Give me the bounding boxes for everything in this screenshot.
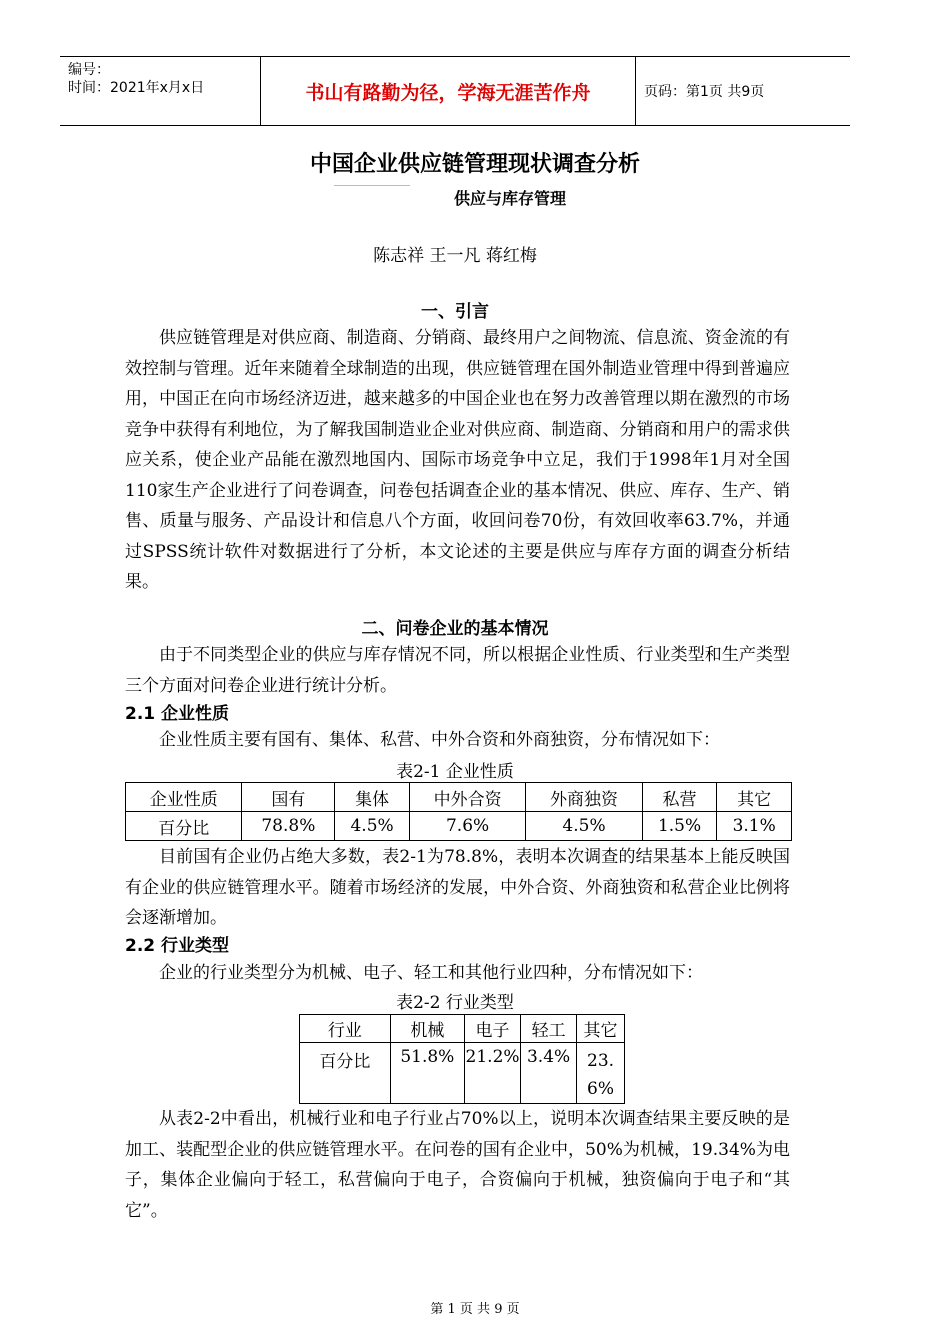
table-header-cell: 行业 <box>300 1015 391 1043</box>
section-2-2-paragraph: 企业的行业类型分为机械、电子、轻工和其他行业四种，分布情况如下： <box>159 963 703 983</box>
table-row <box>126 783 792 812</box>
table-2-caption: 表2-2 行业类型 <box>396 993 514 1013</box>
document-subtitle: 供应与库存管理 <box>453 189 566 208</box>
time-label: 时间：2021年x月x日 <box>68 80 205 96</box>
table-header-cell: 国有 <box>242 783 335 812</box>
page-footer: 第 1 页 共 9 页 <box>430 1302 520 1317</box>
table-header-cell: 电子 <box>465 1015 521 1043</box>
intro-heading: 一、引言 <box>421 302 489 322</box>
intro-paragraph: 供应链管理是对供应商、制造商、分销商、最终用户之间物流、信息流、资金流的有效控制与管理。近年来随着全球制造的出现，供应链管理在国外制造业管理中得到普遍应用，中国正在向市场经济迈进，越来越多的中国企业也在努力改善管理以期在激烈的市场竞争中获得有利地位，为了解我国制造业企业对供应商、制造商、分销商和用户的需求供应关系，使企业产品能在激烈地国内、国际市场竞争中立足，我们于1998年1月对全国110家生产企业进行了问卷调查，问卷包括调查企业的基本情况、供应、库存、生产、销售、质量与服务、产品设计和信息八个方面，收回问卷70份，有效回收率63.7%，并通过SPSS统计软件对数据进行了分析，本文论述的主要是供应与库存方面的调查分析结果。 <box>125 328 790 592</box>
table-cell: 51.8% <box>390 1043 464 1104</box>
header-motto: 书山有路勤为径，学海无涯苦作舟 <box>260 57 636 125</box>
number-label: 编号： <box>68 62 110 78</box>
table-cell: 百分比 <box>126 812 242 841</box>
table-header-cell: 集体 <box>335 783 410 812</box>
table-cell: 23.6% <box>577 1043 625 1104</box>
section-2-1-paragraph: 企业性质主要有国有、集体、私营、中外合资和外商独资，分布情况如下： <box>159 730 720 750</box>
table-cell: 1.5% <box>642 812 717 841</box>
table-cell: 3.4% <box>521 1043 577 1104</box>
section-2-2-heading: 2.2 行业类型 <box>125 936 230 956</box>
table-row <box>300 1043 625 1104</box>
table-header-cell: 其它 <box>577 1015 625 1043</box>
table-header-cell: 其它 <box>717 783 792 812</box>
table-cell: 百分比 <box>300 1043 391 1104</box>
table-cell: 4.5% <box>526 812 642 841</box>
page-header <box>60 56 850 126</box>
authors: 陈志祥 王一凡 蒋红梅 <box>373 246 537 266</box>
table-enterprise-nature <box>125 782 792 841</box>
header-page-info: 页码：第1页 共9页 <box>644 84 765 100</box>
basic-paragraph: 由于不同类型企业的供应与库存情况不同，所以根据企业性质、行业类型和生产类型三个方面对问卷企业进行统计分析。 <box>125 645 790 696</box>
table-cell: 4.5% <box>335 812 410 841</box>
table-cell: 3.1% <box>717 812 792 841</box>
section-2-1-heading: 2.1 企业性质 <box>125 704 230 724</box>
section-2-2-analysis: 从表2-2中看出，机械行业和电子行业占70%以上，说明本次调查结果主要反映的是加工、装配型企业的供应链管理水平。在问卷的国有企业中，50%为机械，19.34%为电子，集体企业偏向于轻工，私营偏向于电子，合资偏向于机械，独资偏向于电子和“其它”。 <box>125 1109 790 1221</box>
table-header-cell: 机械 <box>390 1015 464 1043</box>
document-title: 中国企业供应链管理现状调查分析 <box>309 152 640 177</box>
table-industry-type <box>299 1014 625 1104</box>
table-1-caption: 表2-1 企业性质 <box>396 762 514 782</box>
table-cell: 7.6% <box>409 812 525 841</box>
table-header-cell: 外商独资 <box>526 783 642 812</box>
basic-heading: 二、问卷企业的基本情况 <box>361 619 549 639</box>
table-row <box>300 1015 625 1043</box>
section-2-1-analysis: 目前国有企业仍占绝大多数，表2-1为78.8%，表明本次调查的结果基本上能反映国有企业的供应链管理水平。随着市场经济的发展，中外合资、外商独资和私营企业比例将会逐渐增加。 <box>125 847 790 928</box>
table-row <box>126 812 792 841</box>
table-header-cell: 轻工 <box>521 1015 577 1043</box>
table-header-cell: 中外合资 <box>409 783 525 812</box>
table-cell: 78.8% <box>242 812 335 841</box>
header-meta <box>68 61 204 97</box>
table-header-cell: 企业性质 <box>126 783 242 812</box>
table-cell: 21.2% <box>465 1043 521 1104</box>
table-header-cell: 私营 <box>642 783 717 812</box>
